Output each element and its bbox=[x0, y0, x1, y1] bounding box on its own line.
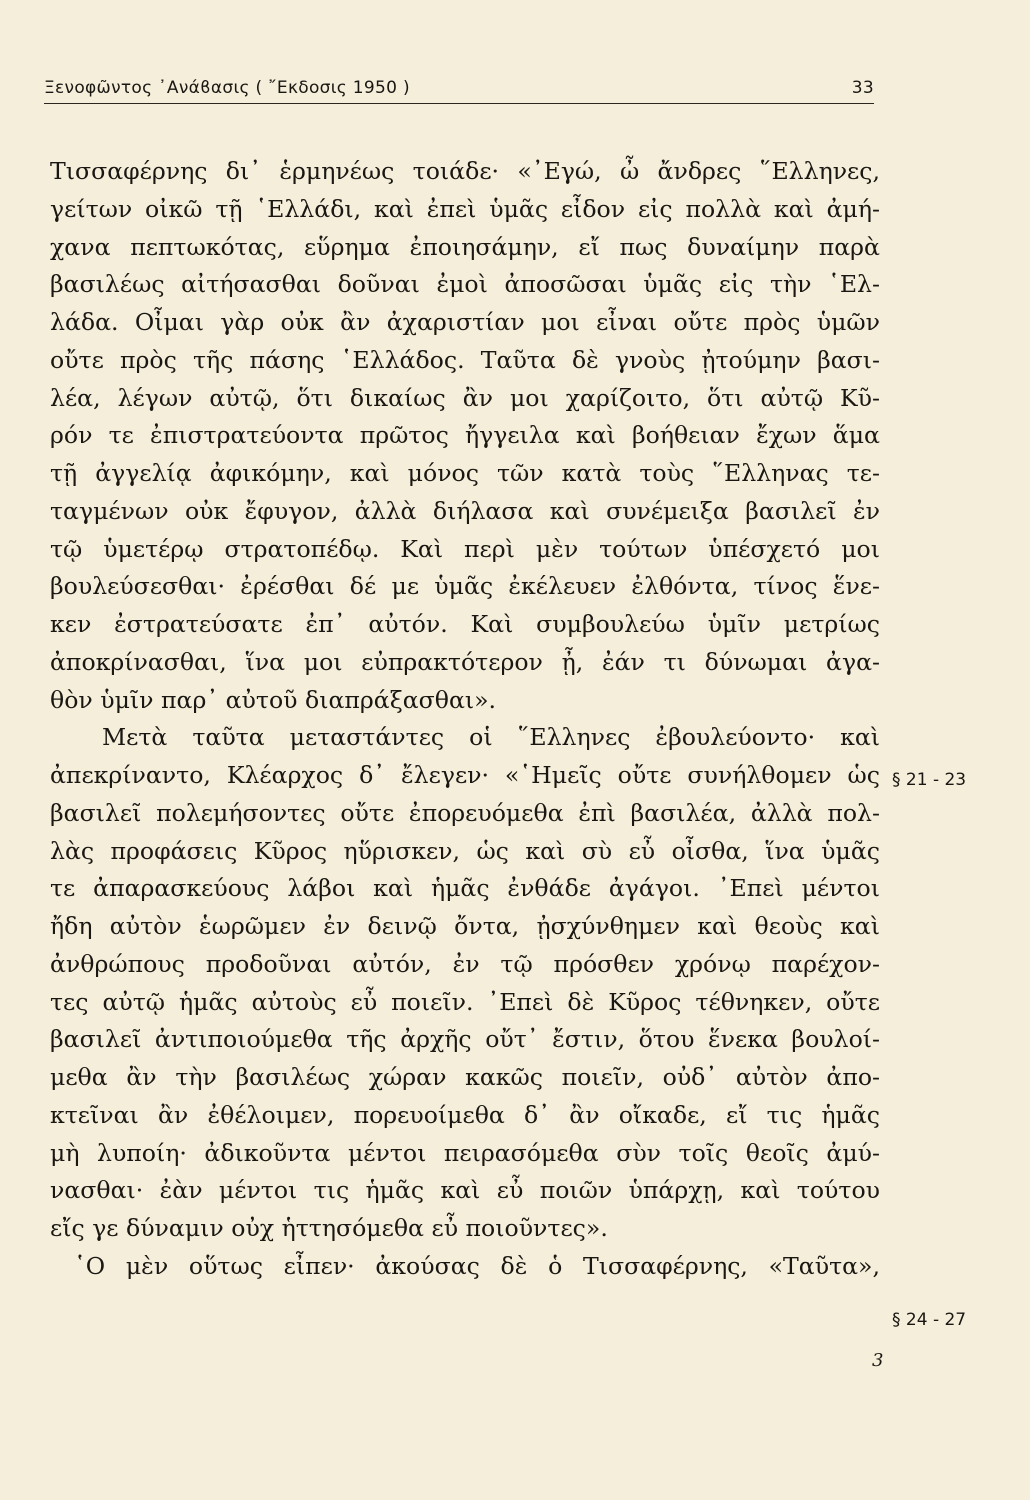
text-line: βουλεύσεσθαι· ἐρέσθαι δέ με ὑμᾶς ἐκέλευεν ἐλθόντα, τίνος ἕνε- bbox=[50, 572, 880, 601]
text-line: βασιλέως αἰτήσασθαι δοῦναι ἐμοὶ ἀποσῶσαι ὑμᾶς εἰς τὴν ῾Ελ- bbox=[50, 270, 880, 299]
header-rule bbox=[44, 103, 874, 104]
text-line: χανα πεπτωκότας, εὕρημα ἐποιησάμην, εἴ πως δυναίμην παρὰ bbox=[50, 232, 880, 261]
text-line: ῾Ο μὲν οὕτως εἶπεν· ἀκούσας δὲ ὁ Τισσαφέρνης, «Ταῦτα», bbox=[74, 1251, 880, 1280]
text-line: ἀπεκρίναντο, Κλέαρχος δ᾽ ἔλεγεν· «῾Ημεῖς οὔτε συνήλθομεν ὡς bbox=[50, 761, 880, 789]
text-line: τες αὐτῷ ἡμᾶς αὐτοὺς εὖ ποιεῖν. ᾿Επεὶ δὲ Κῦρος τέθνηκεν, οὔτε bbox=[50, 987, 880, 1016]
body-text bbox=[50, 153, 880, 1286]
text-line: μὴ λυποίη· ἀδικοῦντα μέντοι πειρασόμεθα σὺν τοῖς θεοῖς ἀμύ- bbox=[50, 1138, 880, 1167]
text-line: λὰς προφάσεις Κῦρος ηὕρισκεν, ὡς καὶ σὺ εὖ οἶσθα, ἵνα ὑμᾶς bbox=[50, 836, 880, 865]
text-line: ρόν τε ἐπιστρατεύοντα πρῶτος ἤγγειλα καὶ βοήθειαν ἔχων ἅμα bbox=[50, 421, 880, 450]
text-line: ταγμένων οὐκ ἔφυγον, ἀλλὰ διήλασα καὶ συνέμειξα βασιλεῖ ἐν bbox=[50, 496, 880, 525]
text-line: ἀνθρώπους προδοῦναι αὐτόν, ἐν τῷ πρόσθεν χρόνῳ παρέχον- bbox=[50, 949, 880, 978]
text-line: βασιλεῖ ἀντιποιούμεθα τῆς ἀρχῆς οὔτ᾽ ἔστιν, ὅτου ἕνεκα βουλοί- bbox=[50, 1025, 880, 1054]
text-line: Μετὰ ταῦτα μεταστάντες οἱ ῞Ελληνες ἐβουλεύοντο· καὶ bbox=[102, 723, 880, 752]
text-line: κεν ἐστρατεύσατε ἐπ᾽ αὐτόν. Καὶ συμβουλεύω ὑμῖν μετρίως bbox=[50, 610, 880, 638]
text-line: οὔτε πρὸς τῆς πάσης ῾Ελλάδος. Ταῦτα δὲ γνοὺς ᾐτούμην βασι- bbox=[50, 345, 880, 374]
text-line: νασθαι· ἐὰν μέντοι τις ἡμᾶς καὶ εὖ ποιῶν ὑπάρχῃ, καὶ τούτου bbox=[50, 1176, 880, 1205]
text-line: μεθα ἂν τὴν βασιλέως χώραν κακῶς ποιεῖν, οὐδ᾽ αὐτὸν ἀπο- bbox=[50, 1063, 880, 1091]
text-line: τῷ ὑμετέρῳ στρατοπέδῳ. Καὶ περὶ μὲν τούτων ὑπέσχετό μοι bbox=[50, 534, 880, 563]
text-line: ἤδη αὐτὸν ἑωρῶμεν ἐν δεινῷ ὄντα, ᾐσχύνθημεν καὶ θεοὺς καὶ bbox=[50, 912, 880, 940]
text-line: τῇ ἀγγελίᾳ ἀφικόμην, καὶ μόνος τῶν κατὰ τοὺς ῞Ελληνας τε- bbox=[50, 459, 880, 487]
margin-section-ref: § 21 - 23 bbox=[892, 770, 967, 790]
text-line: τε ἀπαρασκεύους λάβοι καὶ ἡμᾶς ἐνθάδε ἀγάγοι. ᾿Επεὶ μέντοι bbox=[50, 874, 880, 903]
text-line: ἀποκρίνασθαι, ἵνα μοι εὐπρακτότερον ᾖ, ἐάν τι δύνωμαι ἀγα- bbox=[50, 647, 880, 676]
text-line: κτεῖναι ἂν ἐθέλοιμεν, πορευοίμεθα δ᾽ ἂν οἴκαδε, εἴ τις ἡμᾶς bbox=[50, 1100, 880, 1129]
text-line: βασιλεῖ πολεμήσοντες οὔτε ἐπορευόμεθα ἐπὶ βασιλέα, ἀλλὰ πολ- bbox=[50, 798, 880, 827]
page-number: 33 bbox=[851, 78, 874, 98]
margin-section-ref: § 24 - 27 bbox=[892, 1310, 967, 1330]
signature-folio: 3 bbox=[872, 1350, 884, 1371]
text-line: γείτων οἰκῶ τῇ ῾Ελλάδι, καὶ ἐπεὶ ὑμᾶς εἶδον εἰς πολλὰ καὶ ἀμή- bbox=[50, 194, 880, 223]
running-title: Ξενοφῶντος ᾿Ανάϐασις ( ῎Εκδοσις 1950 ) bbox=[44, 78, 410, 98]
text-line: θὸν ὑμῖν παρ᾽ αὐτοῦ διαπράξασθαι». bbox=[50, 685, 497, 714]
text-line: λέα, λέγων αὐτῷ, ὅτι δικαίως ἂν μοι χαρίζοιτο, ὅτι αὐτῷ Κῦ- bbox=[50, 383, 880, 412]
text-line: Τισσαφέρνης δι᾽ ἑρμηνέως τοιάδε· «᾿Εγώ, ὦ ἄνδρες ῞Ελληνες, bbox=[50, 157, 880, 185]
text-line: εἴς γε δύναμιν οὐχ ἡττησόμεθα εὖ ποιοῦντες». bbox=[50, 1214, 608, 1242]
text-line: λάδα. Οἶμαι γὰρ οὐκ ἂν ἀχαριστίαν μοι εἶναι οὔτε πρὸς ὑμῶν bbox=[50, 308, 880, 336]
